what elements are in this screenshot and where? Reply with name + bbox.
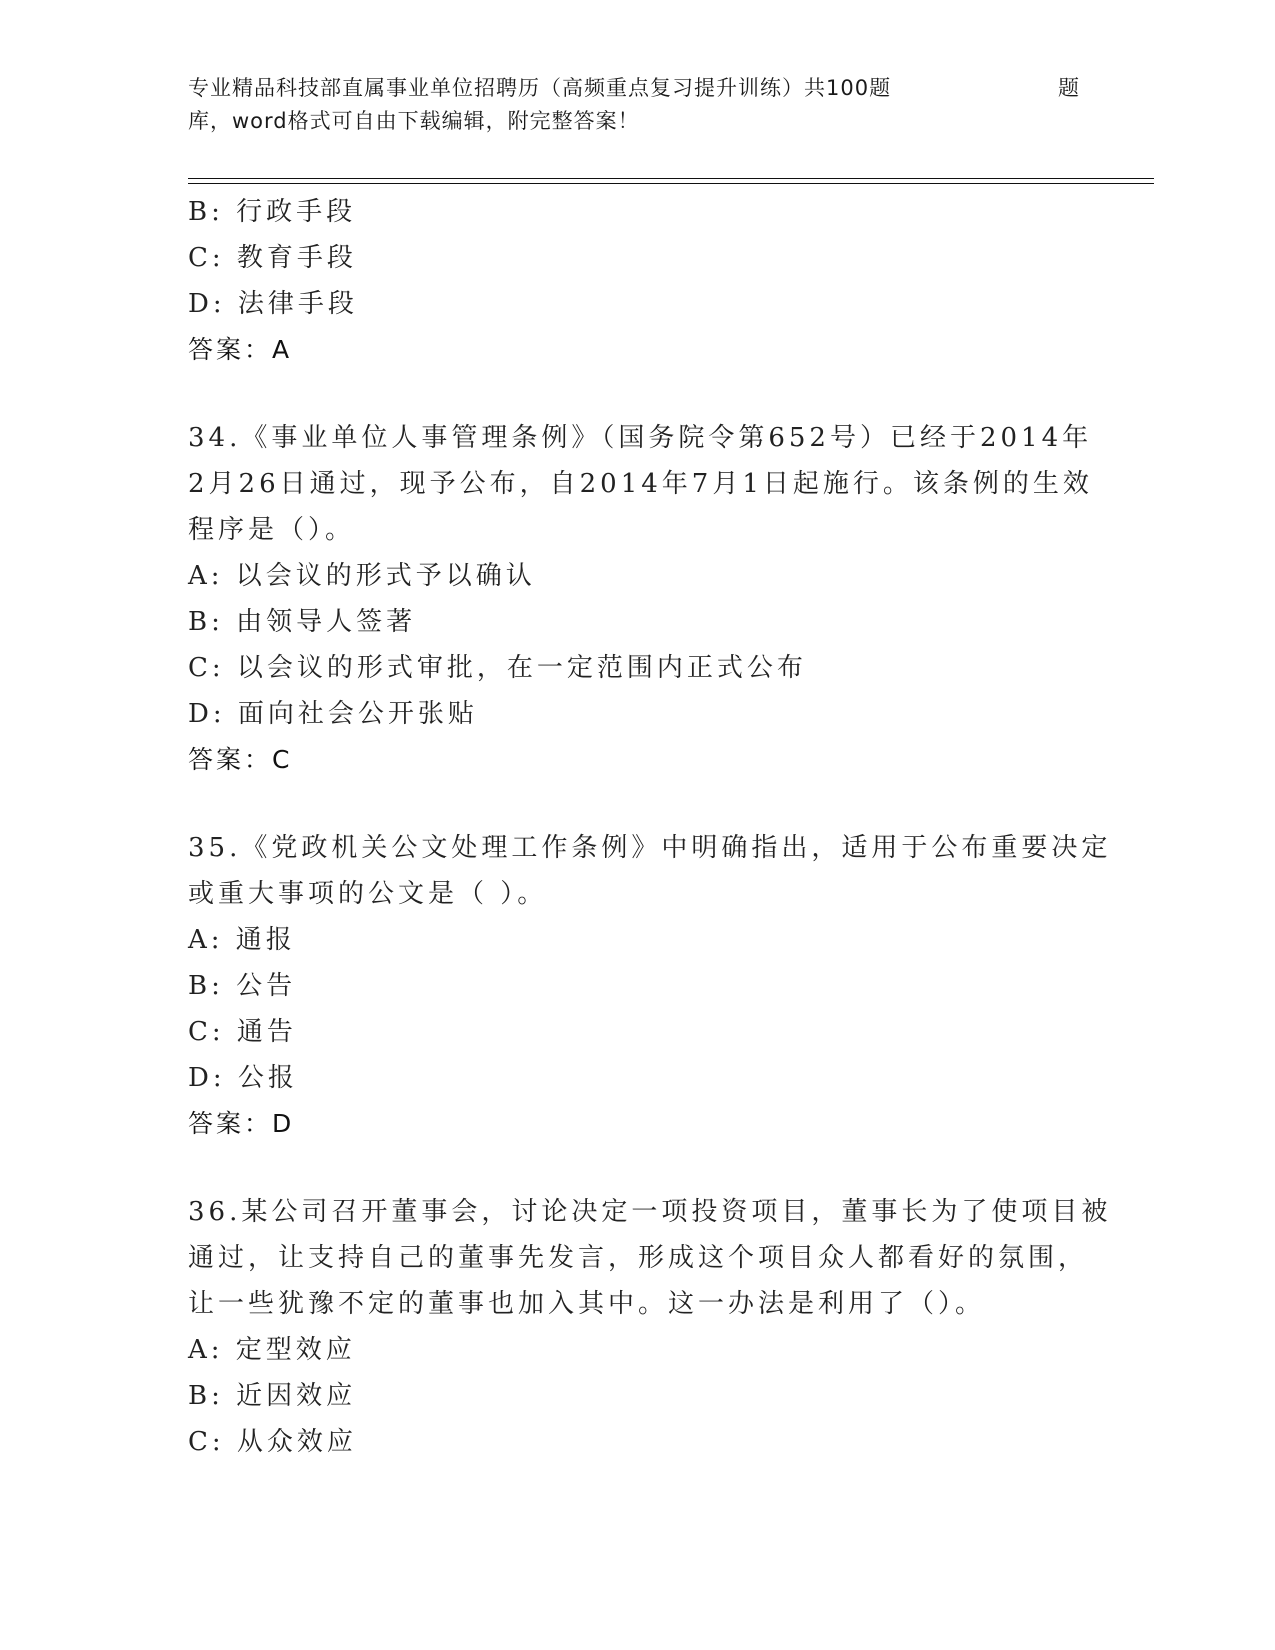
header-title-text: 专业精品科技部直属事业单位招聘历（高频重点复习提升训练）共100题	[188, 76, 892, 100]
answer-option: B: 由领导人签著	[188, 607, 417, 637]
answer-option: A: 以会议的形式予以确认	[188, 561, 536, 591]
answer-option: C: 以会议的形式审批，在一定范围内正式公布	[188, 653, 807, 683]
question-block-q34	[188, 415, 1093, 783]
answer-option: C: 从众效应	[188, 1427, 357, 1457]
answer-option: C: 通告	[188, 1017, 297, 1047]
header-title-line-1	[188, 72, 1088, 105]
question-text-line: 通过，让支持自己的董事先发言，形成这个项目众人都看好的氛围，	[188, 1243, 1089, 1273]
question-text-line: 34.《事业单位人事管理条例》（国务院令第652号）已经于2014年	[188, 423, 1093, 453]
question-list	[188, 189, 1112, 1465]
question-block-q35	[188, 825, 1112, 1147]
answer-key: 答案：A	[188, 335, 293, 364]
question-block-q36	[188, 1189, 1112, 1465]
question-text-line: 36.某公司召开董事会，讨论决定一项投资项目，董事长为了使项目被	[188, 1197, 1112, 1227]
answer-option: B: 公告	[188, 971, 297, 1001]
answer-option: D: 公报	[188, 1063, 298, 1093]
page-header	[188, 72, 1088, 138]
answer-option: A: 定型效应	[188, 1335, 356, 1365]
header-divider-bottom	[188, 183, 1154, 184]
question-text-line: 或重大事项的公文是（ ）。	[188, 879, 548, 909]
header-title-line-2: 库，word格式可自由下载编辑，附完整答案！	[188, 109, 640, 133]
question-block-q33-tail	[188, 189, 1088, 373]
answer-option: C: 教育手段	[188, 243, 357, 273]
question-spacer	[188, 373, 1088, 415]
answer-option: D: 法律手段	[188, 289, 358, 319]
answer-option: B: 近因效应	[188, 1381, 357, 1411]
header-divider-top	[188, 178, 1154, 179]
question-text-line: 让一些犹豫不定的董事也加入其中。这一办法是利用了（）。	[188, 1289, 986, 1319]
question-text-line: 35.《党政机关公文处理工作条例》中明确指出，适用于公布重要决定	[188, 833, 1112, 863]
answer-key: 答案：C	[188, 745, 293, 774]
answer-option: A: 通报	[188, 925, 296, 955]
question-text-line: 2月26日通过，现予公布，自2014年7月1日起施行。该条例的生效	[188, 469, 1093, 499]
question-spacer	[188, 783, 1088, 825]
question-text-line: 程序是（）。	[188, 515, 356, 545]
question-spacer	[188, 1147, 1088, 1189]
answer-option: D: 面向社会公开张贴	[188, 699, 478, 729]
answer-key: 答案：D	[188, 1109, 295, 1138]
header-title-tail: 题	[1058, 76, 1080, 100]
answer-option: B: 行政手段	[188, 197, 357, 227]
